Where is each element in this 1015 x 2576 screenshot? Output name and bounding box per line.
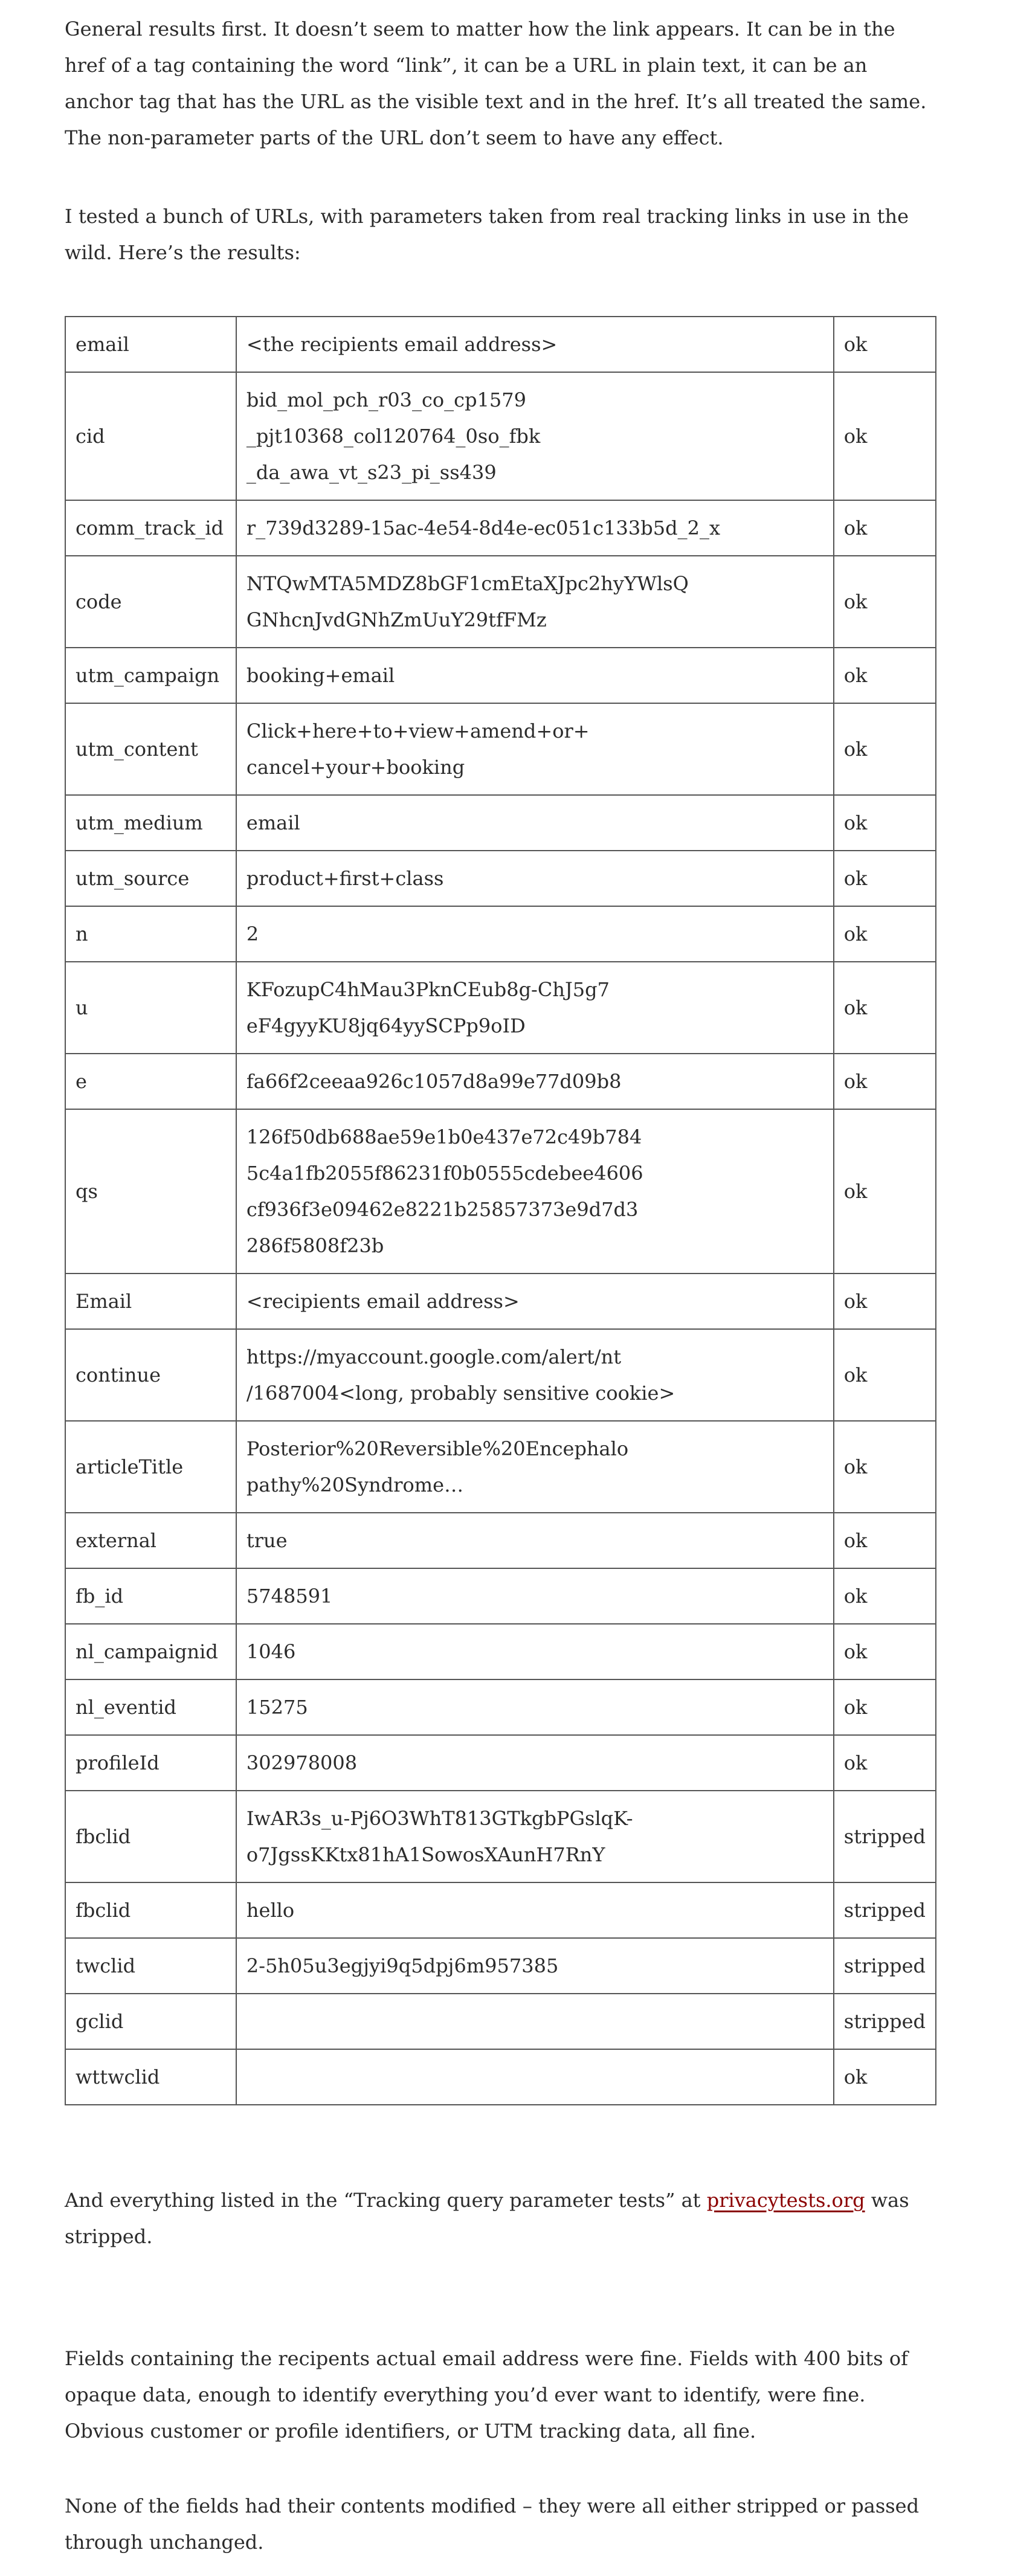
parameter-value-text: Click+here+to+view+amend+or+ cancel+your+booking [246,720,590,779]
table-row [65,1109,936,1274]
parameter-value-text: 2 [246,923,259,945]
parameter-value-text: 15275 [246,1696,308,1719]
parameter-results-table [65,316,936,2105]
parameter-name-cell: profileId [65,1735,236,1791]
result-cell: ok [834,1109,936,1274]
result-cell: ok [834,851,936,906]
table-row [65,1791,936,1882]
result-cell: stripped [834,1791,936,1882]
parameter-value-text [246,2050,823,2104]
parameter-value-text: IwAR3s_u-Pj6O3WhT813GTkgbPGslqK- o7JgssKKtx81hA1SowosXAunH7RnY [246,1807,633,1866]
table-row [65,500,936,556]
unmodified-paragraph: None of the fields had their contents modified – they were all either stripped or passed through unchanged. [65,2494,920,2554]
parameter-value-cell [236,703,834,795]
result-cell: ok [834,500,936,556]
table-row [65,372,936,500]
table-row [65,1329,936,1421]
parameter-value-text: 126f50db688ae59e1b0e437e72c49b784 5c4a1fb2055f86231f0b0555cdebee4606 cf936f3e09462e8221b25857373e9d7d3 286f5808f23b [246,1125,643,1257]
parameter-value-text: 2-5h05u3egjyi9q5dpj6m957385 [246,1954,559,1977]
parameter-name-cell: utm_campaign [65,648,236,703]
parameter-value-text: <recipients email address> [246,1290,520,1313]
result-cell: stripped [834,1882,936,1938]
fields-summary-paragraph: Fields containing the recipents actual email address were fine. Fields with 400 bits of opaque data, enough to identify everything you’d ever want to identify, were fine. Obvious customer or profile identifiers, or UTM tracking data, all fine. [65,2347,908,2442]
parameter-value-text [246,1994,823,2049]
table-row [65,1513,936,1568]
parameter-value-text: <the recipients email address> [246,333,558,356]
privacytests-text-before: And everything listed in the “Tracking query parameter tests” at [65,2189,707,2212]
parameter-value-cell [236,1994,834,2049]
result-cell: ok [834,1735,936,1791]
parameter-value-cell [236,1054,834,1109]
table-row [65,906,936,962]
parameter-name-cell: nl_campaignid [65,1624,236,1679]
parameter-value-cell [236,1679,834,1735]
result-cell: ok [834,703,936,795]
table-row [65,1054,936,1109]
result-cell: ok [834,1054,936,1109]
parameter-value-cell [236,1791,834,1882]
result-cell: ok [834,1421,936,1513]
result-cell: ok [834,1568,936,1624]
result-cell: ok [834,648,936,703]
privacytests-paragraph [65,2182,935,2255]
parameter-name-cell: Email [65,1274,236,1329]
parameter-value-text: 5748591 [246,1585,333,1608]
parameter-name-cell: external [65,1513,236,1568]
parameter-value-cell [236,1513,834,1568]
parameter-name-cell: n [65,906,236,962]
result-cell: ok [834,1624,936,1679]
parameter-name-cell: fbclid [65,1791,236,1882]
parameter-value-cell [236,2049,834,2105]
parameter-name-cell: qs [65,1109,236,1274]
parameter-value-cell [236,1329,834,1421]
parameter-name-cell: code [65,556,236,648]
result-cell: ok [834,1329,936,1421]
results-table-body [65,317,936,2105]
parameter-value-text: Posterior%20Reversible%20Encephalo pathy%20Syndrome… [246,1437,629,1496]
parameter-value-cell [236,1882,834,1938]
parameter-name-cell: twclid [65,1938,236,1994]
table-row [65,1274,936,1329]
parameter-value-cell [236,372,834,500]
table-row [65,1938,936,1994]
parameter-name-cell: nl_eventid [65,1679,236,1735]
parameter-name-cell: cid [65,372,236,500]
privacytests-link[interactable]: privacytests.org [706,2189,865,2212]
parameter-value-text: KFozupC4hMau3PknCEub8g-ChJ5g7 eF4gyyKU8jq64yySCPp9oID [246,978,610,1037]
parameter-value-cell [236,906,834,962]
parameter-value-cell [236,1568,834,1624]
result-cell: ok [834,1274,936,1329]
table-row [65,1882,936,1938]
result-cell: stripped [834,1994,936,2049]
parameter-name-cell: email [65,317,236,372]
table-row [65,1735,936,1791]
parameter-name-cell: continue [65,1329,236,1421]
parameter-value-text: bid_mol_pch_r03_co_cp1579 _pjt10368_col120764_0so_fbk _da_awa_vt_s23_pi_ss439 [246,388,541,484]
table-row [65,1624,936,1679]
table-row [65,851,936,906]
parameter-value-text: true [246,1529,288,1552]
result-cell: ok [834,795,936,851]
parameter-name-cell: articleTitle [65,1421,236,1513]
parameter-name-cell: utm_medium [65,795,236,851]
result-cell: ok [834,556,936,648]
table-row [65,795,936,851]
parameter-value-cell [236,317,834,372]
result-cell: stripped [834,1938,936,1994]
parameter-value-text: NTQwMTA5MDZ8bGF1cmEtaXJpc2hyYWlsQ GNhcnJvdGNhZmUuY29tfFMz [246,572,689,631]
parameter-value-text: booking+email [246,664,395,687]
parameter-name-cell: u [65,962,236,1054]
parameter-name-cell: gclid [65,1994,236,2049]
parameter-name-cell: e [65,1054,236,1109]
result-cell: ok [834,962,936,1054]
parameter-value-text: 302978008 [246,1751,358,1774]
parameter-value-cell [236,851,834,906]
parameter-value-cell [236,795,834,851]
parameter-name-cell: wttwclid [65,2049,236,2105]
parameter-value-cell [236,500,834,556]
table-row [65,1679,936,1735]
result-cell: ok [834,372,936,500]
table-row [65,1568,936,1624]
parameter-value-cell [236,556,834,648]
parameter-value-text: https://myaccount.google.com/alert/nt /1687004<long, probably sensitive cookie> [246,1345,675,1405]
parameter-name-cell: fb_id [65,1568,236,1624]
privacytests-text-after: was stripped. [65,2189,909,2248]
table-row [65,962,936,1054]
table-row [65,2049,936,2105]
parameter-name-cell: fbclid [65,1882,236,1938]
parameter-name-cell: comm_track_id [65,500,236,556]
result-cell: ok [834,1513,936,1568]
parameter-value-cell [236,1421,834,1513]
parameter-value-text: r_739d3289-15ac-4e54-8d4e-ec051c133b5d_2_x [246,517,720,539]
parameter-value-cell [236,1938,834,1994]
result-cell: ok [834,1679,936,1735]
parameter-value-text: fa66f2ceeaa926c1057d8a99e77d09b8 [246,1070,622,1093]
table-row [65,648,936,703]
parameter-value-cell [236,1109,834,1274]
parameter-name-cell: utm_source [65,851,236,906]
tested-urls-paragraph: I tested a bunch of URLs, with parameters taken from real tracking links in use in the wild. Here’s the results: [65,205,909,264]
table-row [65,317,936,372]
parameter-value-cell [236,648,834,703]
result-cell: ok [834,2049,936,2105]
table-row [65,1421,936,1513]
result-cell: ok [834,317,936,372]
parameter-value-text: 1046 [246,1640,296,1663]
result-cell: ok [834,906,936,962]
table-row [65,703,936,795]
parameter-value-text: product+first+class [246,867,444,890]
parameter-name-cell: utm_content [65,703,236,795]
table-row [65,556,936,648]
parameter-value-cell [236,1274,834,1329]
table-row [65,1994,936,2049]
intro-paragraph: General results first. It doesn’t seem to matter how the link appears. It can be in the href of a tag containing the word “link”, it can be a URL in plain text, it can be an anchor tag that has the URL as the visible text and in the href. It’s all treated the same. The non-parameter parts of the URL don’t seem to have any effect. [65,18,927,149]
parameter-value-cell [236,1735,834,1791]
parameter-value-cell [236,962,834,1054]
parameter-value-text: hello [246,1899,295,1922]
parameter-value-cell [236,1624,834,1679]
parameter-value-text: email [246,811,300,834]
